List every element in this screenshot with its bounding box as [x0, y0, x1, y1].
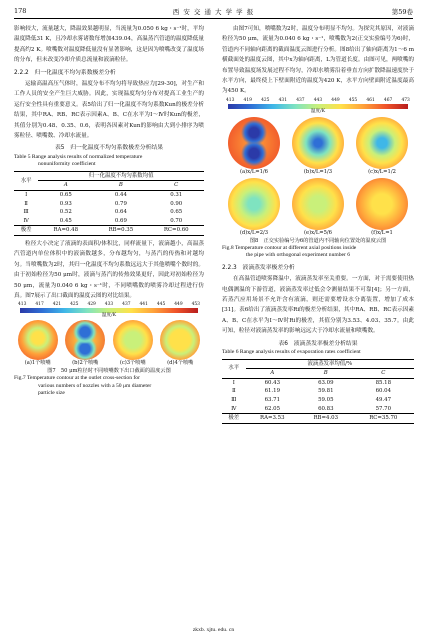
fig8-subcaption: (a)x/L=1/6 [240, 168, 268, 175]
table-cell: 60.43 [264, 379, 280, 386]
fig7-tick-label: 417 [35, 302, 44, 308]
table-cell: 0.64 [114, 209, 127, 216]
fig8-subcaption: (c)x/L=1/2 [368, 168, 396, 175]
table-cell: 极差 [228, 415, 240, 422]
table-row [14, 226, 204, 236]
fig8-subcaption: (b)x/L=1/3 [303, 168, 333, 175]
table-cell: 0.44 [114, 192, 127, 199]
page-footer: zkxb. xjtu. edu. cn [192, 627, 235, 633]
volume-label: 第59卷 [391, 8, 413, 16]
temperature-contour [228, 117, 280, 169]
temperature-contour [356, 178, 408, 230]
fig8-panel [351, 178, 413, 237]
fig7-tick-label: 413 [18, 302, 27, 308]
fig7-caption: 图7 50 μm粒径时不同喷嘴数下出口截面的温度云图 [47, 368, 171, 375]
fig7-colorbar-unit: 温度/K [101, 313, 117, 319]
fig8-subcaption: (e)x/L=5/6 [304, 229, 332, 236]
table-cell: 0.65 [59, 192, 72, 199]
table-cell: 63.71 [264, 396, 280, 403]
table-cell: 60.83 [318, 405, 334, 412]
fig7-panel [16, 320, 60, 367]
fig7-tick-label: 421 [52, 302, 62, 308]
fig7-subcaption: (d)4个喷嘴 [167, 360, 194, 367]
table6 [222, 359, 414, 424]
table5-col: C [174, 182, 179, 189]
fig8-caption-en [222, 245, 414, 260]
fig8-tick-label: 449 [331, 97, 340, 103]
fig7-panel [63, 320, 107, 367]
temperature-contour [228, 178, 280, 230]
table5-group-header: 归一化温度不均匀系数均值 [38, 171, 204, 181]
table-cell: 0.45 [59, 217, 72, 224]
fig7-tick-label: 437 [122, 302, 131, 308]
fig7-tick-label: 433 [104, 302, 114, 308]
fig8-panel [351, 117, 413, 176]
fig8-caption-en-line: the pipe with orthogonal experiment number 6 [246, 252, 351, 259]
paragraph: 运输高温高压气体时，温度分布不均匀将导致热应力[29-30]，对生产和工作人员的安全产生巨大威胁。因此，实现温度均匀分布对提高工业生产的运行安全性具有重要意义。表5给出了归一化温度不均匀系数Kun的极差分析结果，其中RA、RB、RC表示因素A、B、C在水平为Ⅰ～Ⅳ时Kun的极差，其值分别为0.48、0.35、0.6，表明各因素对Kun的影响由大到小排序为喷雾粒径、喷嘴数、冷却水流量。 [14, 81, 204, 140]
fig7-tick-label: 449 [174, 302, 183, 308]
fig7-tick-label: 441 [139, 302, 148, 308]
table-row [222, 387, 414, 396]
journal-name: 西 安 交 通 大 学 学 报 [172, 8, 255, 16]
paragraph: 由图7可知，喷嘴数为2时，温度分布明显不均匀。为探究其原因，对液滴粒径为50 μm，流量为0.040 6 kg・s⁻¹，喷嘴数为2(正交实验编号为6)时，管道内不同轴向距离的截面温度云图进行分析。图8给出了轴向距离为1～6 m横截面处的温度云图，其中x为轴向距离，L为管道长度。由图可见，两喷嘴的布置导致温度场发展过程不均匀，冷却水喷雾沿着垂直方向扩散降温速度快于水平方向，最终使上下壁面附近的温度为420 K，水平方向壁面附近温度最高为450 K。 [222, 26, 414, 95]
table5 [14, 171, 204, 236]
fig8-panel [287, 117, 349, 176]
table-cell: RB=4.03 [313, 415, 339, 422]
table-cell: 0.52 [59, 209, 72, 216]
table-row [14, 217, 204, 226]
figure8 [222, 98, 414, 260]
fig8-panel [223, 117, 285, 176]
right-column [222, 24, 414, 424]
table-row [222, 396, 414, 405]
fig7-tick-label: 453 [191, 302, 200, 308]
table-row [14, 200, 204, 209]
fig8-tick-label: 467 [383, 97, 393, 103]
table-cell: 57.70 [375, 405, 391, 412]
table5-level-header: 水平 [20, 177, 32, 184]
table-row [14, 191, 204, 200]
fig8-tick-label: 413 [226, 97, 235, 103]
fig7-subcaption: (b)2个喷嘴 [72, 360, 99, 367]
paragraph: 在高温管道喷雾降温中，液滴蒸发率至关重要。一方面，对于需要使用热电偶测温的下游管道，液滴蒸发率过低会令测量结果不可靠[4]；另一方面，若蒸汽应用场景不允许含有液滴，则还需要增设水分离装置，增加了成本[31]。表6给出了液滴蒸发率Ri的极差分析结果，其中RA、RB、RC表示因素A、B、C在水平为Ⅰ～Ⅳ时Ri的极差，其值分别为3.53、4.03、35.7。由此可知，粒径对液滴蒸发率的影响远远大于冷却水流量和喷嘴数。 [222, 276, 414, 335]
fig8-caption: 图8 正交实验编号为6的管道内不同轴向位置处的温度云图 [249, 237, 387, 244]
temperature-contour [113, 320, 153, 360]
fig8-colorbar-ticks [226, 98, 410, 103]
fig7-tick-label: 425 [70, 302, 79, 308]
fig7-tick-label: 445 [156, 302, 166, 308]
temperature-contour [65, 320, 105, 360]
fig7-panel [158, 320, 202, 367]
table-row [14, 208, 204, 217]
fig7-caption-en-line: Fig.7 Temperature contour at the outlet cross-section for [14, 375, 140, 382]
fig8-tick-label: 443 [313, 97, 323, 103]
section-heading: 2.2.2 归一化温度不均匀系数极差分析 [14, 69, 116, 76]
fig8-colorbar-unit: 温度/K [310, 108, 326, 114]
table-cell: Ⅲ [23, 209, 29, 216]
table6-title: 表6 液滴蒸发率极差分析结果 [278, 340, 358, 347]
table-cell: 59.05 [318, 396, 334, 403]
table6-group-header: 液滴蒸发率均值/% [246, 359, 414, 369]
fig8-panel [223, 178, 285, 237]
fig8-tick-label: 431 [278, 97, 288, 103]
table-cell: RA=3.53 [260, 415, 285, 422]
table-cell: 62.05 [264, 405, 280, 412]
table5-title: 表5 归一化温度不均匀系数极差分析结果 [54, 145, 164, 152]
table-cell: 60.04 [375, 388, 391, 395]
fig8-panel [287, 178, 349, 237]
table-cell: 63.09 [318, 379, 334, 386]
table-cell: Ⅲ [231, 396, 237, 403]
table-row [222, 378, 414, 387]
fig7-panel [111, 320, 155, 367]
table-cell: Ⅰ [232, 379, 235, 386]
fig8-tick-label: 473 [401, 97, 410, 103]
table-cell: 49.47 [375, 396, 391, 403]
paragraph: 粒径大小决定了液滴的表面积/体积比，同样流量下，液滴越小，高温蒸汽管道内单位体积中的液滴数越多，分布越均匀，与蒸汽的传热和对越均匀。当喷嘴数为2时，其归一化温度不均匀系数远远大于其他喷嘴个数时的。由于初始粒径为50 μm时，液滴与蒸汽的传热效果更好，因此对初始粒径为50 μm，流量为0.040 6 kg・s⁻¹时，不同喷嘴数的喷雾冷却过程进行仿真。图7展示了出口截面的温度云图的对比结果。 [14, 241, 204, 300]
fig8-tick-label: 425 [261, 97, 270, 103]
fig7-tick-label: 429 [87, 302, 96, 308]
table-cell: Ⅳ [231, 405, 237, 412]
table5-col: B [118, 182, 123, 189]
table-cell: Ⅰ [25, 192, 28, 199]
table5-col: A [63, 182, 68, 189]
temperature-contour [356, 117, 408, 169]
left-column [14, 24, 204, 398]
table-cell: 0.31 [170, 192, 183, 199]
fig7-caption-en [14, 375, 204, 398]
table-row [222, 405, 414, 414]
table6-col: A [270, 370, 275, 377]
table-cell: 0.93 [59, 200, 72, 207]
figure7 [14, 302, 204, 398]
table5-title-en [14, 154, 204, 169]
fig7-subcaption: (a)1个喷嘴 [24, 360, 51, 367]
page-number: 178 [14, 7, 27, 15]
table-cell: 0.70 [170, 217, 183, 224]
fig7-caption-en-line: particle size [38, 390, 65, 397]
table-row [222, 414, 414, 424]
table-cell: 0.79 [114, 200, 127, 207]
fig8-tick-label: 437 [296, 97, 305, 103]
table6-title-en: Table 6 Range analysis results of evaporation rates coefficient [222, 349, 361, 356]
fig8-tick-label: 455 [348, 97, 358, 103]
table-cell: 极差 [20, 227, 32, 234]
table5-title-en-line: nonuniformity coefficient [38, 161, 96, 168]
table6-level-header: 水平 [228, 365, 240, 372]
fig8-tick-label: 461 [366, 97, 375, 103]
table5-title-en-line: Table 5 Range analysis results of normalized temperature [14, 153, 143, 160]
table-cell: Ⅳ [23, 217, 29, 224]
table-cell: 0.69 [114, 217, 127, 224]
temperature-contour [292, 117, 344, 169]
table-cell: RB=0.35 [108, 227, 134, 234]
table-cell: RA=0.48 [53, 227, 79, 234]
page-header [14, 6, 413, 19]
table-cell: 59.81 [318, 388, 334, 395]
temperature-contour [292, 178, 344, 230]
paragraph: 影响较大，流量越大，降温效果越明显，当流量为0.050 6 kg・s⁻¹时，平均温度降低31 K，且冷却水雾诸数每增加439.04，高温蒸汽管道的温度降低量提高约2 K。喷嘴数对温度降低量没有显著影响，这是因为喷嘴改变了温度场的分布，但未改变冷却介质总流量和液滴粒径。 [14, 26, 204, 64]
fig8-subcaption: (f)x/L=1 [371, 229, 393, 236]
temperature-contour [18, 320, 58, 360]
temperature-contour [160, 320, 200, 360]
fig7-colorbar-ticks [18, 302, 200, 307]
fig8-caption-en-line: Fig.8 Temperature contour at different axial positions inside [222, 244, 357, 251]
table-cell: RC=35.70 [369, 415, 398, 422]
table-cell: RC=0.60 [163, 227, 189, 234]
table-cell: 85.18 [375, 379, 391, 386]
section-heading: 2.2.3 液滴蒸发率极差分析 [222, 264, 295, 271]
fig7-subcaption: (c)3个喷嘴 [119, 360, 146, 367]
table-cell: Ⅱ [24, 200, 28, 207]
fig8-tick-label: 419 [243, 97, 252, 103]
table-cell: Ⅱ [231, 388, 236, 395]
table-cell: 0.90 [170, 200, 183, 207]
table6-col: B [323, 370, 328, 377]
table6-col: C [381, 370, 386, 377]
table-cell: 61.19 [264, 388, 280, 395]
fig8-subcaption: (d)x/L=2/3 [239, 229, 269, 236]
fig7-caption-en-line: various numbers of nozzles with a 50 μm diameter [38, 382, 152, 389]
table-cell: 0.65 [170, 209, 183, 216]
